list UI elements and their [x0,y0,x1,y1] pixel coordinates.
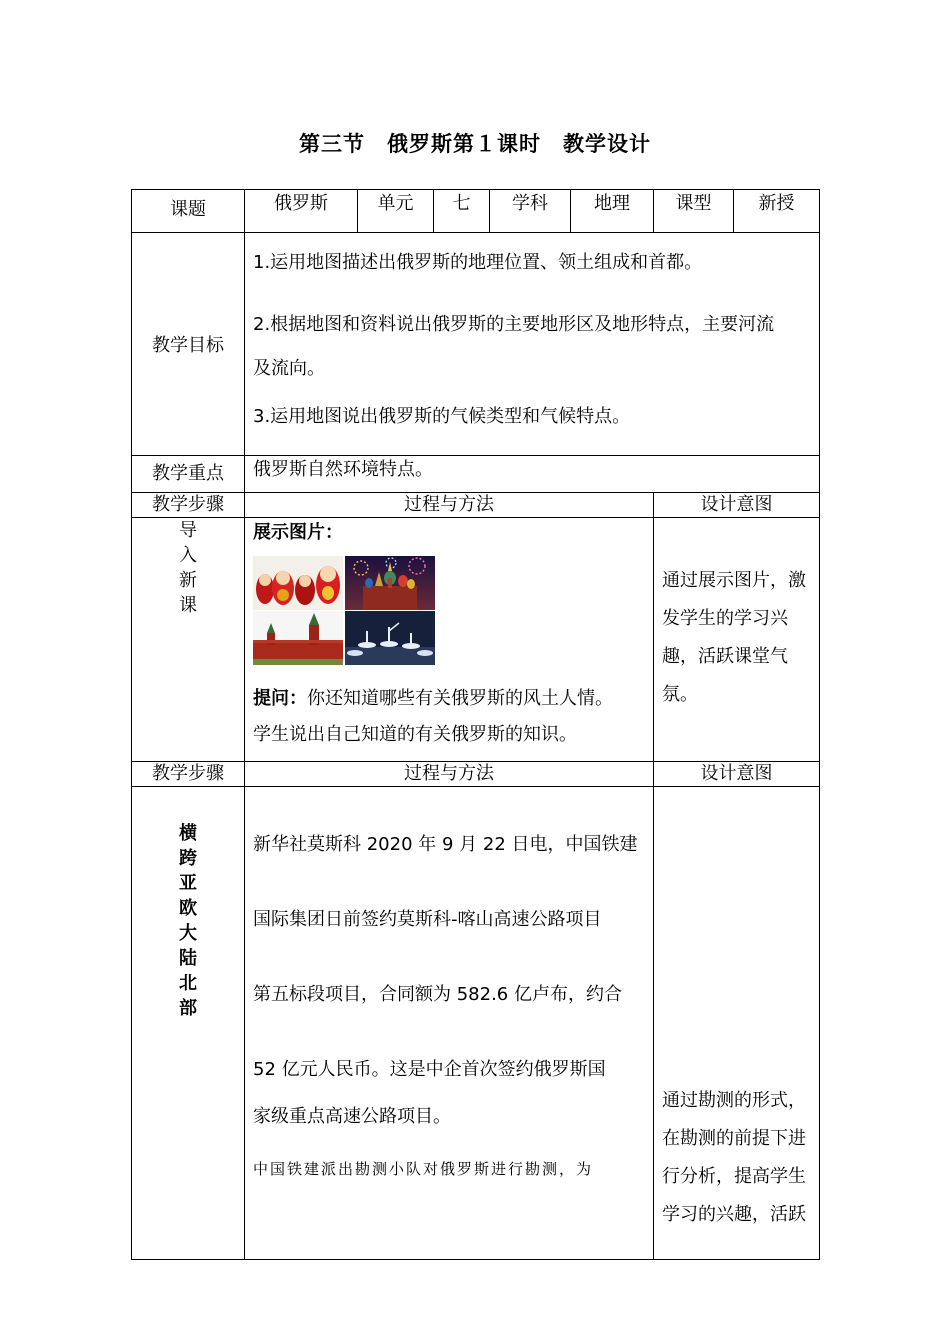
intro-process [245,518,654,762]
unit-label: 单元 [358,190,434,233]
objectives-row [132,233,820,456]
student-response: 学生说出自己知道的有关俄罗斯的知识。 [253,724,577,745]
intro-label [132,518,245,762]
document-title: 第三节 俄罗斯第１课时 教学设计 [299,132,651,156]
section2-row [132,787,820,1260]
intro-intent-line: 氛。 [662,684,698,705]
show-pictures-label: 展示图片： [253,522,343,543]
section2-intent-line: 在勘测的前提下进 [662,1128,806,1149]
process-header: 过程与方法 [245,493,654,518]
intro-label-char: 新 [179,570,197,591]
section2-label-char: 亚 [179,873,197,894]
section2-label-char: 大 [179,923,197,944]
steps-header-row-2 [132,762,820,787]
section2-intent-line: 行分析，提高学生 [662,1166,806,1187]
intro-label-char: 导 [179,520,197,541]
lesson-plan-table [131,189,820,1260]
intro-intent-line: 通过展示图片，激 [662,570,806,591]
type-label: 课型 [654,190,734,233]
intro-intent [654,518,820,762]
intent-header: 设计意图 [654,762,820,787]
russia-picture-collage [253,556,647,665]
section2-intent-line: 学习的兴趣，活跃 [662,1204,806,1225]
section2-label-char: 横 [179,823,197,844]
type-value: 新授 [734,190,820,233]
question-text: 你还知道哪些有关俄罗斯的风土人情。 [307,688,613,709]
section2-intent-line: 通过勘测的形式， [662,1090,806,1111]
key-points-label: 教学重点 [132,456,245,493]
info-row [132,190,820,233]
ballet-performance-image [345,611,435,665]
saint-basil-cathedral-fireworks-image [345,556,435,610]
unit-value: 七 [434,190,490,233]
key-points-row [132,456,820,493]
intro-intent-line: 发学生的学习兴 [662,608,788,629]
kremlin-wall-image [253,611,343,665]
news-line: 第五标段项目，合同额为 582.6 亿卢布，约合 [253,984,622,1005]
news-line: 国际集团日前签约莫斯科-喀山高速公路项目 [253,909,602,930]
objective-2: 2.根据地图和资料说出俄罗斯的主要地形区及地形特点，主要河流 [253,314,775,335]
news-line: 家级重点高速公路项目。 [253,1106,451,1127]
intro-row [132,518,820,762]
section2-intent [654,787,820,1260]
objectives-label: 教学目标 [132,233,245,456]
subject-value: 地理 [571,190,654,233]
key-points-value: 俄罗斯自然环境特点。 [245,456,820,493]
section2-process [245,787,654,1260]
topic-label: 课题 [132,190,245,233]
process-header: 过程与方法 [245,762,654,787]
intro-intent-line: 趣，活跃课堂气 [662,646,788,667]
steps-header: 教学步骤 [132,762,245,787]
subject-label: 学科 [490,190,571,233]
news-line: 新华社莫斯科 2020 年 9 月 22 日电，中国铁建 [253,834,638,855]
intro-label-char: 课 [179,595,197,616]
news-line: 52 亿元人民币。这是中企首次签约俄罗斯国 [253,1059,606,1080]
steps-header-row-1 [132,493,820,518]
objective-1: 1.运用地图描述出俄罗斯的地理位置、领土组成和首都。 [253,252,703,273]
question-line [253,681,647,717]
matryoshka-dolls-image [253,556,343,610]
question-label: 提问： [253,688,307,709]
topic-value: 俄罗斯 [245,190,358,233]
section2-label-char: 北 [179,973,197,994]
section2-label-char: 跨 [179,848,197,869]
steps-header: 教学步骤 [132,493,245,518]
section2-label-char: 欧 [179,898,197,919]
section2-label [132,787,245,1260]
section2-label-char: 部 [179,998,197,1019]
objectives-content [245,233,820,456]
intro-label-char: 入 [179,545,197,566]
objective-3: 3.运用地图说出俄罗斯的气候类型和气候特点。 [253,406,631,427]
objective-2-cont: 及流向。 [253,358,325,379]
news-line: 中国铁建派出勘测小队对俄罗斯进行勘测，为 [253,1160,594,1178]
intent-header: 设计意图 [654,493,820,518]
section2-label-char: 陆 [179,948,197,969]
